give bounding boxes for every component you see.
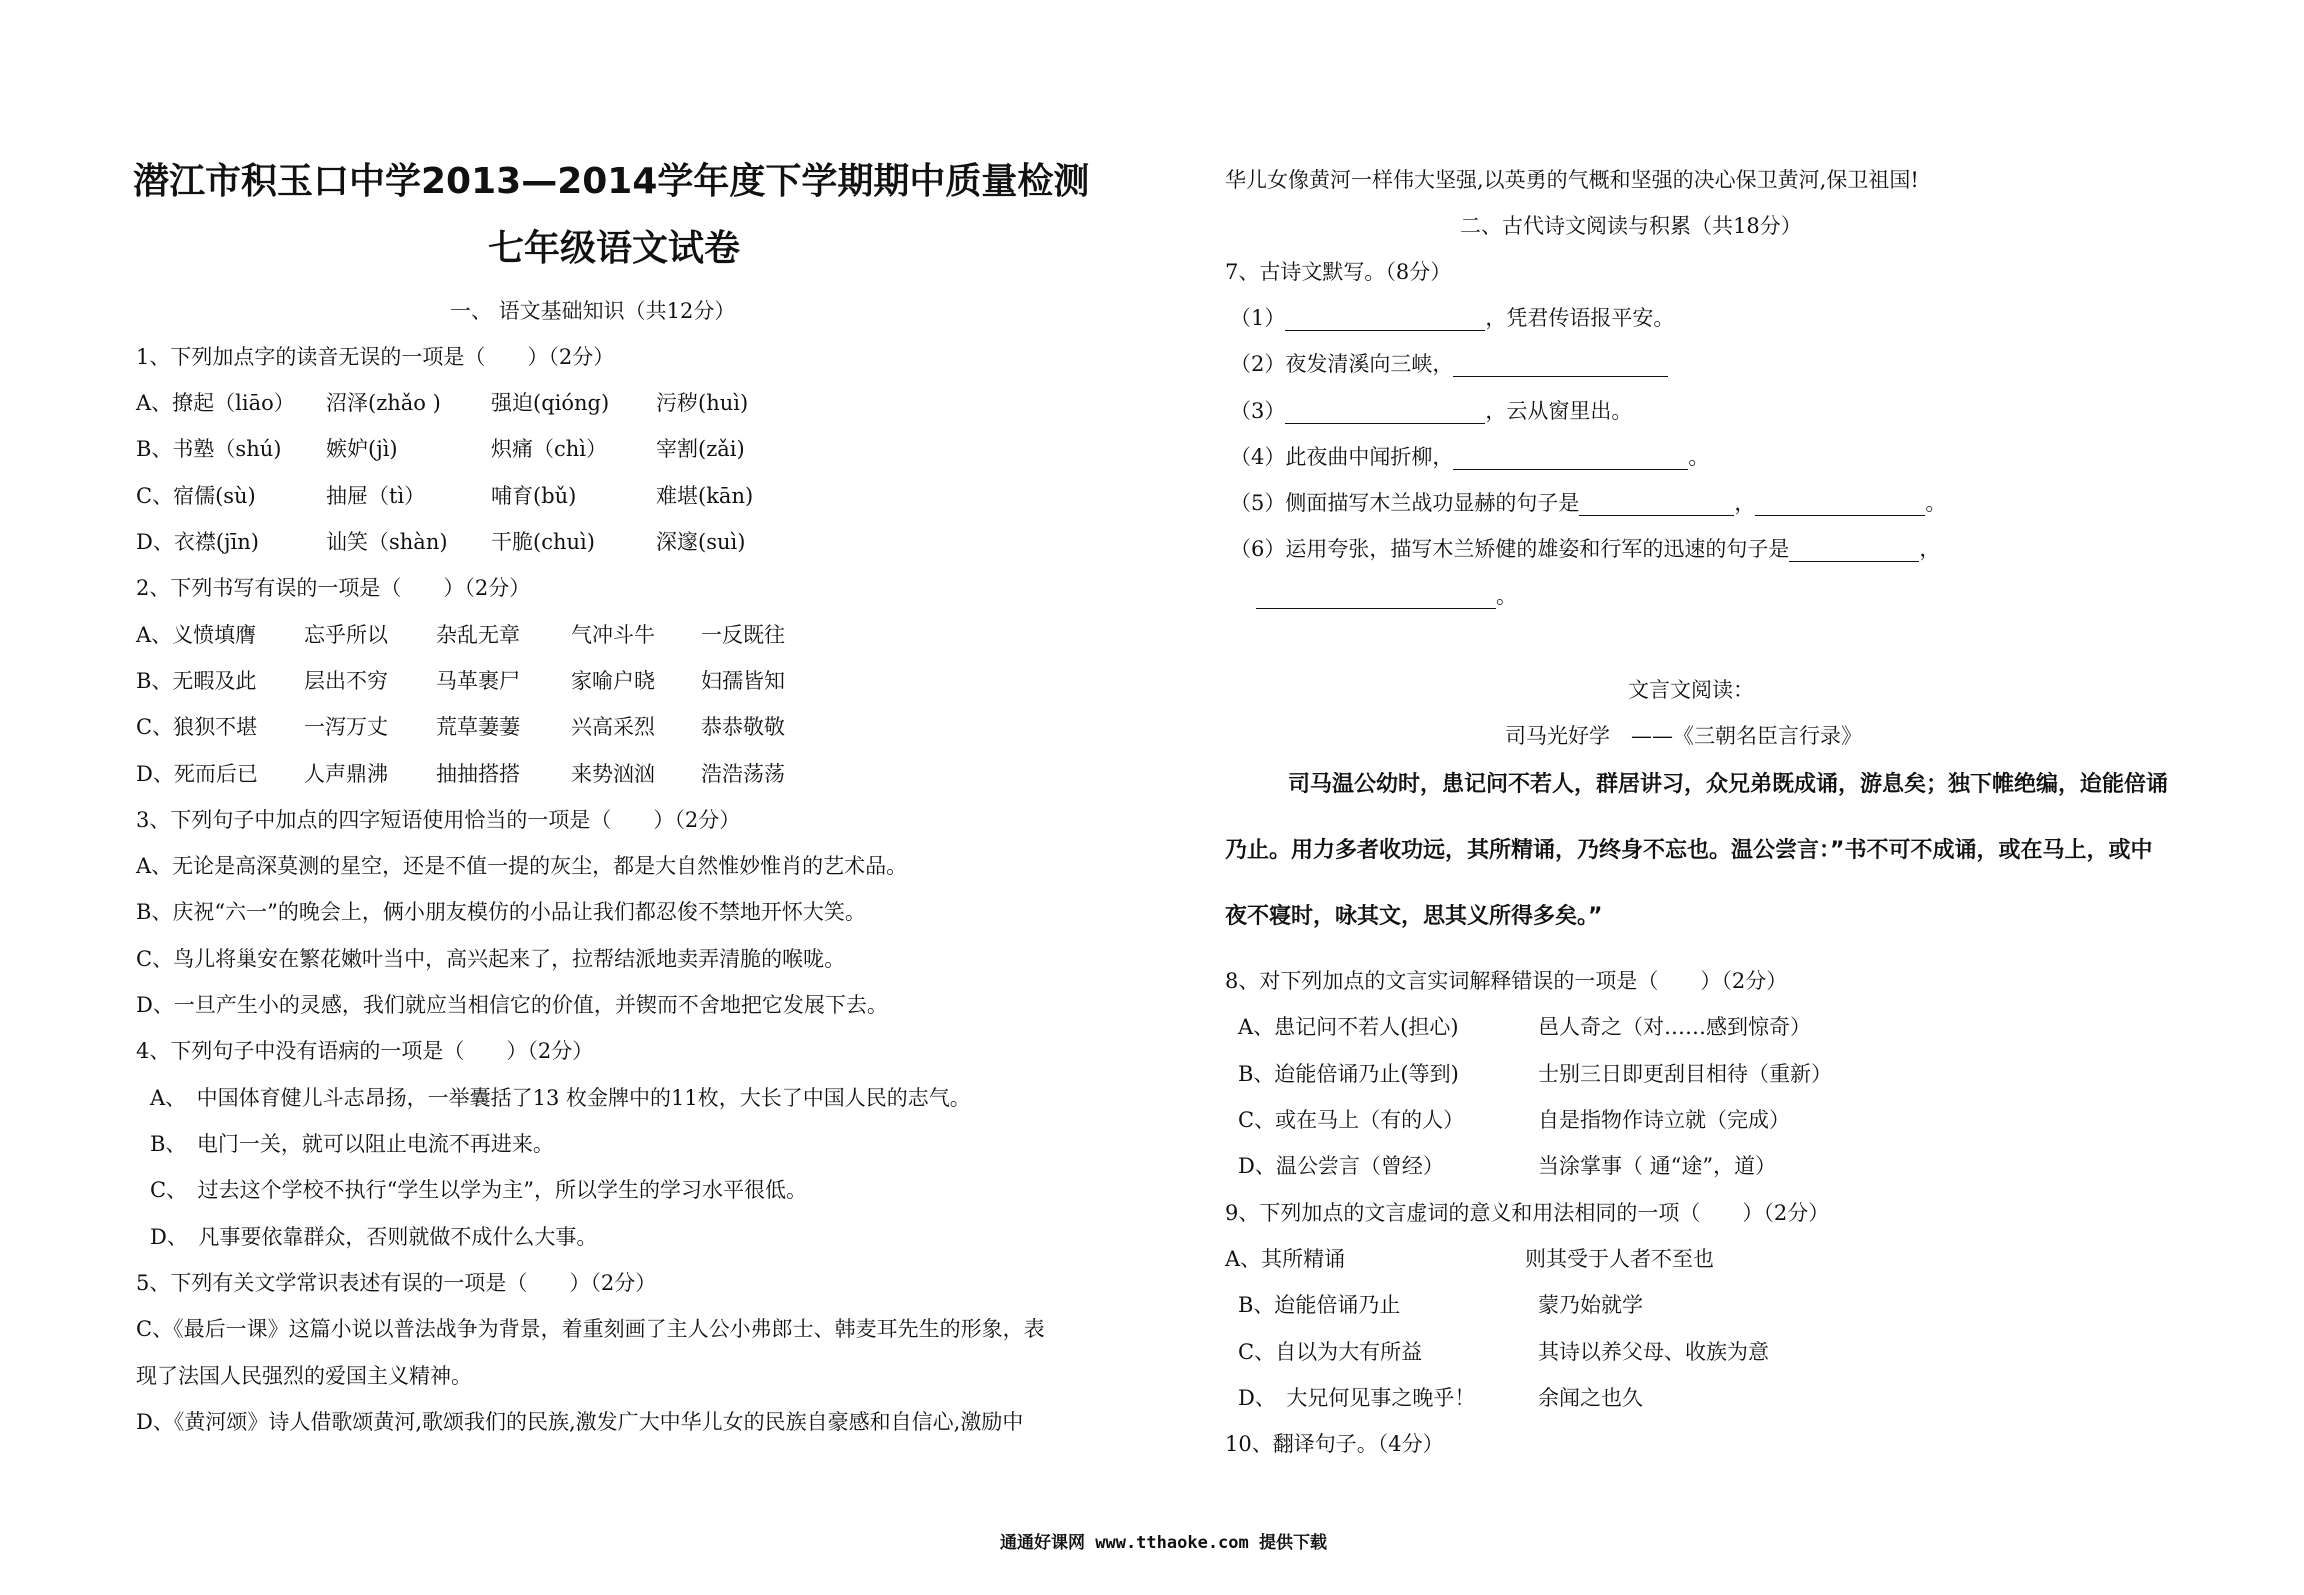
question-4-option-d: D、 凡事要依靠群众，否则就做不成什么大事。 <box>150 1225 598 1249</box>
question-7-item-6-continued: 。 <box>1256 583 1517 609</box>
question-7-item-2: （2）夜发清溪向三峡， <box>1230 351 1668 377</box>
question-3-option-c: C、鸟儿将巢安在繁花嫩叶当中，高兴起来了，拉帮结派地卖弄清脆的喉咙。 <box>136 947 846 971</box>
question-5-option-c-line2: 现了法国人民强烈的爱国主义精神。 <box>136 1364 472 1388</box>
question-7-item-1: （1） ，凭君传语报平安。 <box>1230 306 1675 330</box>
question-4-option-a: A、 中国体育健儿斗志昂扬，一举囊括了13 枚金牌中的11枚，大长了中国人民的志气。 <box>150 1086 971 1110</box>
question-7-item-6: （6）运用夸张，描写木兰矫健的雄姿和行军的迅速的句子是 ， <box>1230 537 1941 561</box>
answer-blank[interactable] <box>1755 497 1925 516</box>
question-9-stem: 9、下列加点的文言虚词的意义和用法相同的一项（ ）（2分） <box>1225 1201 1830 1225</box>
question-5-option-c-line1: C、《最后一课》这篇小说以普法战争为背景，着重刻画了主人公小弗郎士、韩麦耳先生的形象，表 <box>136 1317 1045 1341</box>
answer-blank[interactable] <box>1285 312 1485 331</box>
question-5-option-d-line1: D、《黄河颂》诗人借歌颂黄河,歌颂我们的民族,激发广大中华儿女的民族自豪感和自信心,激励中 <box>136 1410 1024 1434</box>
footer-credit: 通通好课网 www.tthaoke.com 提供下载 <box>1000 1533 1327 1553</box>
question-3-option-b: B、庆祝“六一”的晚会上，俩小朋友模仿的小品让我们都忍俊不禁地开怀大笑。 <box>136 900 866 924</box>
section-1-heading: 一、 语文基础知识（共12分） <box>450 299 736 323</box>
answer-blank[interactable] <box>1285 405 1485 424</box>
question-7-item-3: （3） ，云从窗里出。 <box>1230 399 1633 423</box>
question-5-stem: 5、下列有关文学常识表述有误的一项是（ ）（2分） <box>136 1271 657 1295</box>
question-7-stem: 7、古诗文默写。（8分） <box>1225 260 1452 284</box>
question-1-stem: 1、下列加点字的读音无误的一项是（ ）（2分） <box>136 345 615 369</box>
exam-title: 潜江市积玉口中学2013—2014学年度下学期期中质量检测 <box>133 161 1090 202</box>
question-5-option-d-line2: 华儿女像黄河一样伟大坚强,以英勇的气概和坚强的决心保卫黄河,保卫祖国! <box>1225 168 1919 192</box>
question-3-option-a: A、无论是高深莫测的星空，还是不值一提的灰尘，都是大自然惟妙惟肖的艺术品。 <box>136 854 908 878</box>
reading-passage-line-3: 夜不寝时，咏其文，思其义所得多矣。” <box>1225 904 1603 929</box>
reading-label: 文言文阅读： <box>1628 678 1754 702</box>
exam-subtitle: 七年级语文试卷 <box>488 228 741 269</box>
question-3-option-d: D、一旦产生小的灵感，我们就应当相信它的价值，并锲而不舍地把它发展下去。 <box>136 993 888 1017</box>
reading-passage-line-2: 乃止。用力多者收功远，其所精诵，乃终身不忘也。温公尝言：”书不可不成诵，或在马上，或中 <box>1225 838 2153 863</box>
question-4-option-c: C、 过去这个学校不执行“学生以学为主”，所以学生的学习水平很低。 <box>150 1178 808 1202</box>
reading-passage-line-1: 司马温公幼时，患记问不若人，群居讲习，众兄弟既成诵，游息矣；独下帷绝编，迨能倍诵 <box>1288 772 2169 797</box>
question-3-stem: 3、下列句子中加点的四字短语使用恰当的一项是（ ）（2分） <box>136 808 741 832</box>
question-7-item-5: （5）侧面描写木兰战功显赫的句子是 ， 。 <box>1230 491 1947 515</box>
question-4-option-b: B、 电门一关，就可以阻止电流不再进来。 <box>150 1132 554 1156</box>
section-2-heading: 二、古代诗文阅读与积累（共18分） <box>1460 214 1802 238</box>
question-10-stem: 10、翻译句子。（4分） <box>1225 1432 1444 1456</box>
answer-blank[interactable] <box>1256 590 1496 609</box>
reading-source: 司马光好学 ——《三朝名臣言行录》 <box>1505 724 1862 748</box>
answer-blank[interactable] <box>1453 358 1668 377</box>
answer-blank[interactable] <box>1789 543 1919 562</box>
question-8-stem: 8、对下列加点的文言实词解释错误的一项是（ ）（2分） <box>1225 969 1788 993</box>
question-2-stem: 2、下列书写有误的一项是（ ）（2分） <box>136 576 531 600</box>
question-7-item-4: （4）此夜曲中闻折柳， 。 <box>1230 445 1710 469</box>
answer-blank[interactable] <box>1579 497 1734 516</box>
question-4-stem: 4、下列句子中没有语病的一项是（ ）（2分） <box>136 1039 594 1063</box>
answer-blank[interactable] <box>1453 451 1688 470</box>
